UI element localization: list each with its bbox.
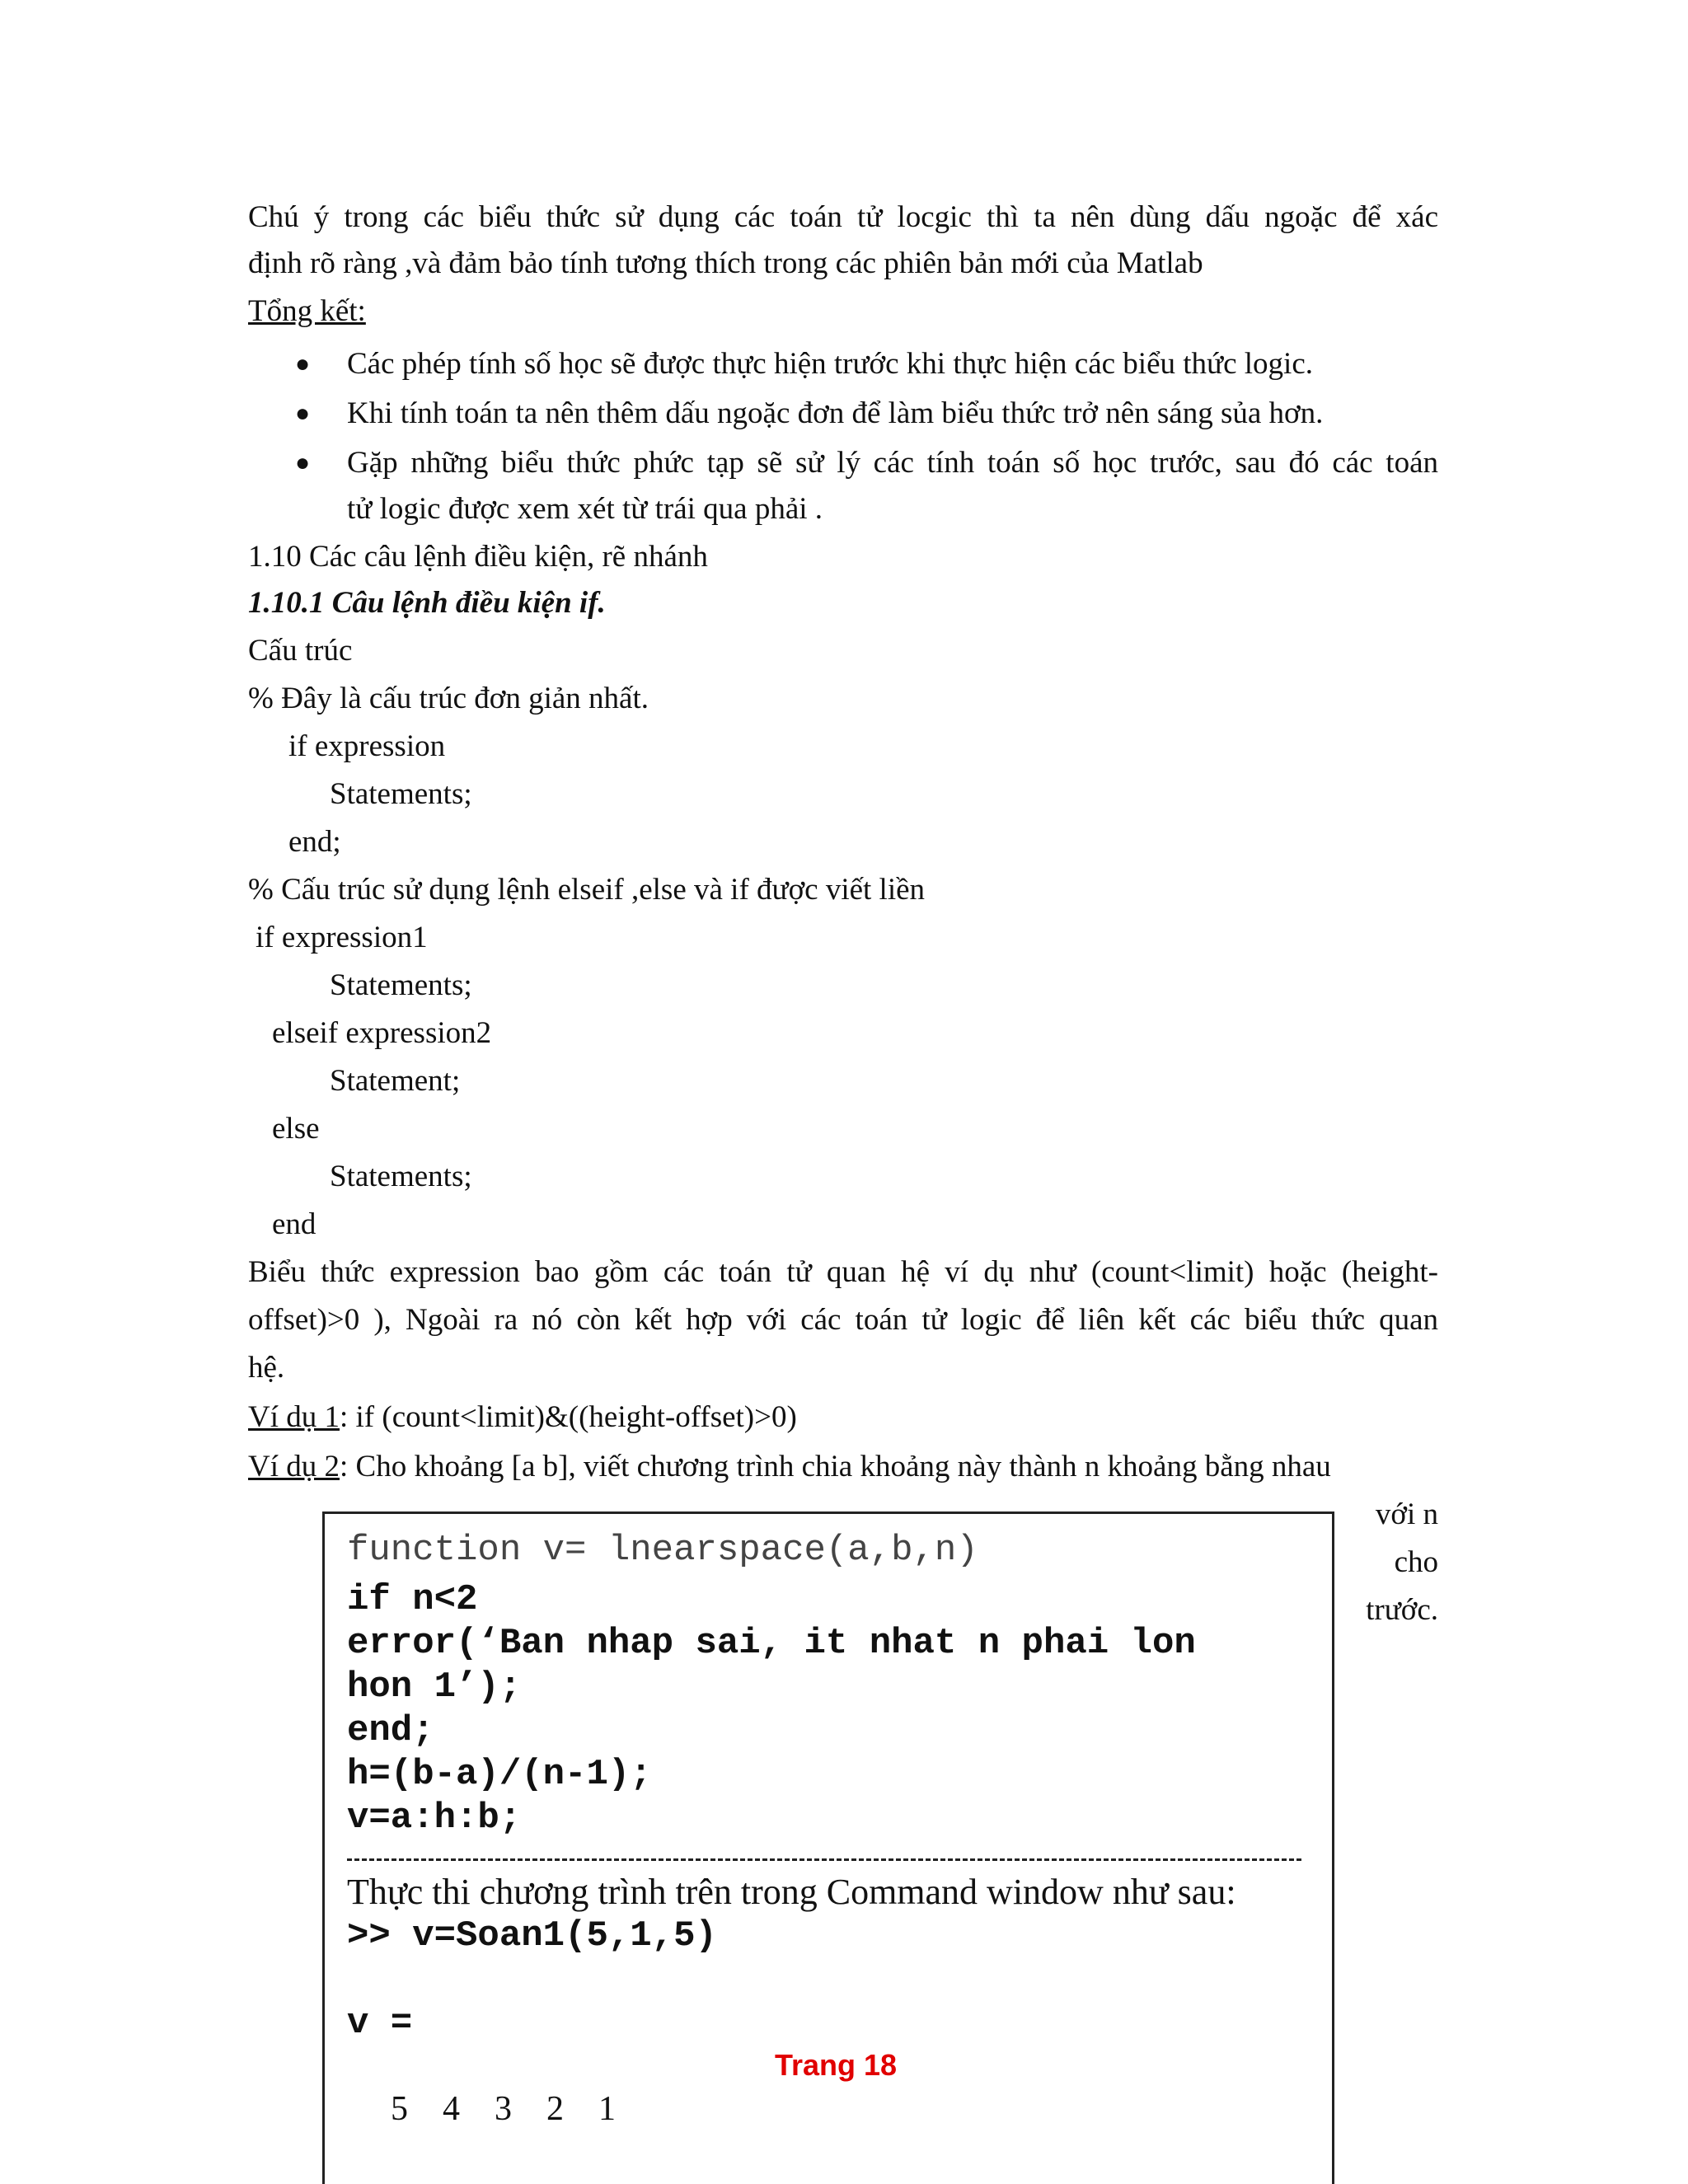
- summary-bullet-1: Các phép tính số học sẽ được thực hiện trước khi thực hiện các biểu thức logic.: [347, 347, 1313, 381]
- example-1-label: Ví dụ 1: [248, 1400, 340, 1434]
- section-subheading: 1.10.1 Câu lệnh điều kiện if.: [248, 586, 606, 620]
- bullet-dot: ●: [295, 449, 311, 476]
- description-line-1: Biểu thức expression bao gồm các toán tử quan hệ ví dụ như (count<limit) hoặc (height-: [248, 1255, 1438, 1289]
- example-2-label: Ví dụ 2: [248, 1450, 340, 1483]
- syntax-statements-2: Statements;: [330, 968, 472, 1002]
- section-heading: 1.10 Các câu lệnh điều kiện, rẽ nhánh: [248, 540, 708, 574]
- syntax-statement-3: Statement;: [330, 1064, 461, 1098]
- code-line-6: v=a:h:b;: [347, 1797, 522, 1839]
- summary-bullet-3-cont: tử logic được xem xét từ trái qua phải .: [347, 492, 823, 526]
- syntax-end-1: end;: [288, 825, 341, 859]
- command-line: >> v=Soan1(5,1,5): [347, 1915, 717, 1957]
- example-1-text: : if (count<limit)&((height-offset)>0): [340, 1400, 797, 1434]
- code-line-4: end;: [347, 1710, 434, 1751]
- structure-label: Cấu trúc: [248, 634, 353, 668]
- syntax-statements-1: Statements;: [330, 777, 472, 811]
- result-values: 5 4 3 2 1: [391, 2090, 616, 2128]
- run-note: Thực thi chương trình trên trong Command window như sau:: [347, 1872, 1236, 1912]
- code-line-5: h=(b-a)/(n-1);: [347, 1754, 652, 1795]
- example-2-side-1: với n: [1375, 1497, 1438, 1531]
- syntax-if-1: if expression: [288, 729, 446, 763]
- code-divider: [347, 1858, 1301, 1861]
- page-number: Trang 18: [775, 2048, 898, 2082]
- description-line-3: hệ.: [248, 1351, 285, 1385]
- example-2: [248, 1444, 1438, 1490]
- summary-bullet-2: Khi tính toán ta nên thêm dấu ngoặc đơn để làm biểu thức trở nên sáng sủa hơn.: [347, 396, 1324, 430]
- code-line-2: error(‘Ban nhap sai, it nhat n phai lon: [347, 1623, 1196, 1664]
- bullet-dot: ●: [295, 400, 311, 427]
- syntax-if-2: if expression1: [256, 921, 428, 954]
- bullet-dot: ●: [295, 350, 311, 377]
- summary-bullet-3: Gặp những biểu thức phức tạp sẽ sử lý các tính toán số học trước, sau đó các toán: [347, 446, 1438, 480]
- intro-line-2: định rõ ràng ,và đảm bảo tính tương thích trong các phiên bản mới của Matlab: [248, 246, 1203, 280]
- syntax-comment-2: % Cấu trúc sử dụng lệnh elseif ,else và if được viết liền: [248, 873, 926, 907]
- syntax-else: else: [272, 1112, 320, 1146]
- example-2-side-3: trước.: [1366, 1593, 1438, 1627]
- intro-line-1: Chú ý trong các biểu thức sử dụng các toán tử locgic thì ta nên dùng dấu ngoặc để xác: [248, 200, 1438, 234]
- code-signature: function v= lnearspace(a,b,n): [347, 1530, 978, 1571]
- example-2-text: : Cho khoảng [a b], viết chương trình chia khoảng này thành n khoảng bằng nhau: [340, 1450, 1331, 1483]
- description-line-2: offset)>0 ), Ngoài ra nó còn kết hợp với các toán tử logic để liên kết các biểu thức quan: [248, 1303, 1438, 1337]
- result-label: v =: [347, 2003, 413, 2044]
- syntax-end-2: end: [272, 1207, 316, 1241]
- syntax-statements-4: Statements;: [330, 1160, 472, 1193]
- code-line-3: hon 1’);: [347, 1666, 522, 1708]
- summary-title: Tổng kết:: [248, 294, 366, 328]
- example-1: [248, 1394, 797, 1441]
- code-line-1: if n<2: [347, 1579, 478, 1620]
- syntax-comment-1: % Đây là cấu trúc đơn giản nhất.: [248, 682, 649, 715]
- code-box: [322, 1511, 1334, 2184]
- syntax-elseif: elseif expression2: [272, 1016, 492, 1050]
- example-2-side-2: cho: [1394, 1545, 1438, 1579]
